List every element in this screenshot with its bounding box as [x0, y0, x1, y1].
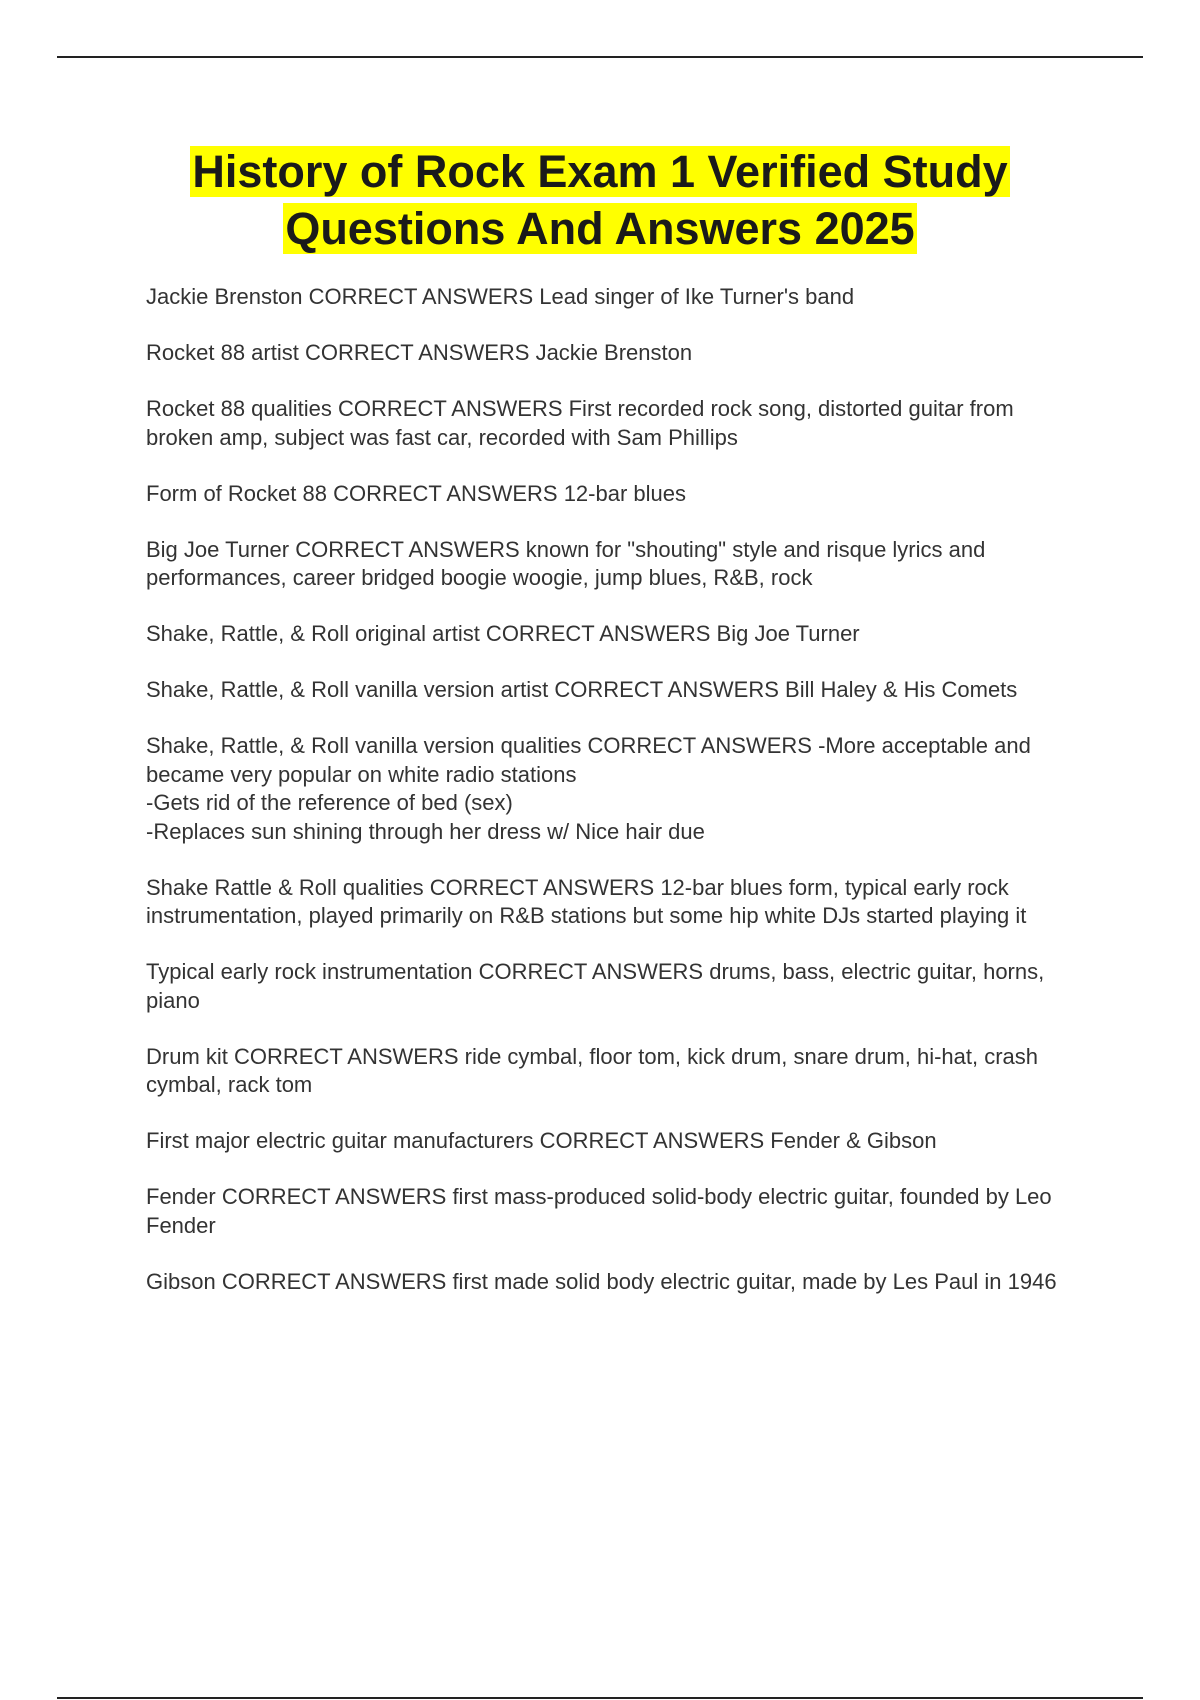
qa-list	[146, 283, 1081, 1324]
qa-item: Form of Rocket 88 CORRECT ANSWERS 12-bar blues	[146, 480, 686, 506]
qa-item: Big Joe Turner CORRECT ANSWERS known for "shouting" style and risque lyrics and performances, career bridged boogie woogie, jump blues, R&B, rock	[146, 536, 986, 590]
title-line-1: History of Rock Exam 1 Verified Study	[192, 146, 1008, 197]
header-rule	[57, 56, 1143, 58]
qa-item: Rocket 88 artist CORRECT ANSWERS Jackie Brenston	[146, 340, 693, 365]
qa-item: Drum kit CORRECT ANSWERS ride cymbal, floor tom, kick drum, snare drum, hi-hat, crash cymbal, rack tom	[146, 1043, 1039, 1097]
qa-item: First major electric guitar manufacturers CORRECT ANSWERS Fender & Gibson	[146, 1128, 937, 1153]
qa-item: Rocket 88 qualities CORRECT ANSWERS First recorded rock song, distorted guitar from broken amp, subject was fast car, recorded with Sam Phillips	[146, 396, 1014, 450]
qa-item: Fender CORRECT ANSWERS first mass-produced solid-body electric guitar, founded by Leo Fender	[146, 1184, 1052, 1238]
qa-item: Gibson CORRECT ANSWERS first made solid body electric guitar, made by Les Paul in 1946	[146, 1268, 1057, 1294]
title-line-2: Questions And Answers 2025	[285, 203, 915, 254]
qa-item: Shake, Rattle, & Roll original artist CORRECT ANSWERS Big Joe Turner	[146, 621, 860, 646]
footer-rule	[57, 1697, 1143, 1699]
qa-item: Jackie Brenston CORRECT ANSWERS Lead singer of Ike Turner's band	[146, 284, 855, 309]
qa-item: Shake Rattle & Roll qualities CORRECT ANSWERS 12-bar blues form, typical early rock instrumentation, played primarily on R&B stations but some hip white DJs started playing it	[146, 874, 1027, 928]
page-title	[60, 143, 1140, 257]
qa-item: Shake, Rattle, & Roll vanilla version artist CORRECT ANSWERS Bill Haley & His Comets	[146, 677, 1018, 702]
qa-item: Typical early rock instrumentation CORRECT ANSWERS drums, bass, electric guitar, horns, piano	[146, 959, 1045, 1013]
qa-item: Shake, Rattle, & Roll vanilla version qualities CORRECT ANSWERS -More acceptable and became very popular on white radio stations -Gets rid of the reference of bed (sex) -Replaces sun shining through her dress w/ Nice hair due	[146, 733, 1031, 844]
